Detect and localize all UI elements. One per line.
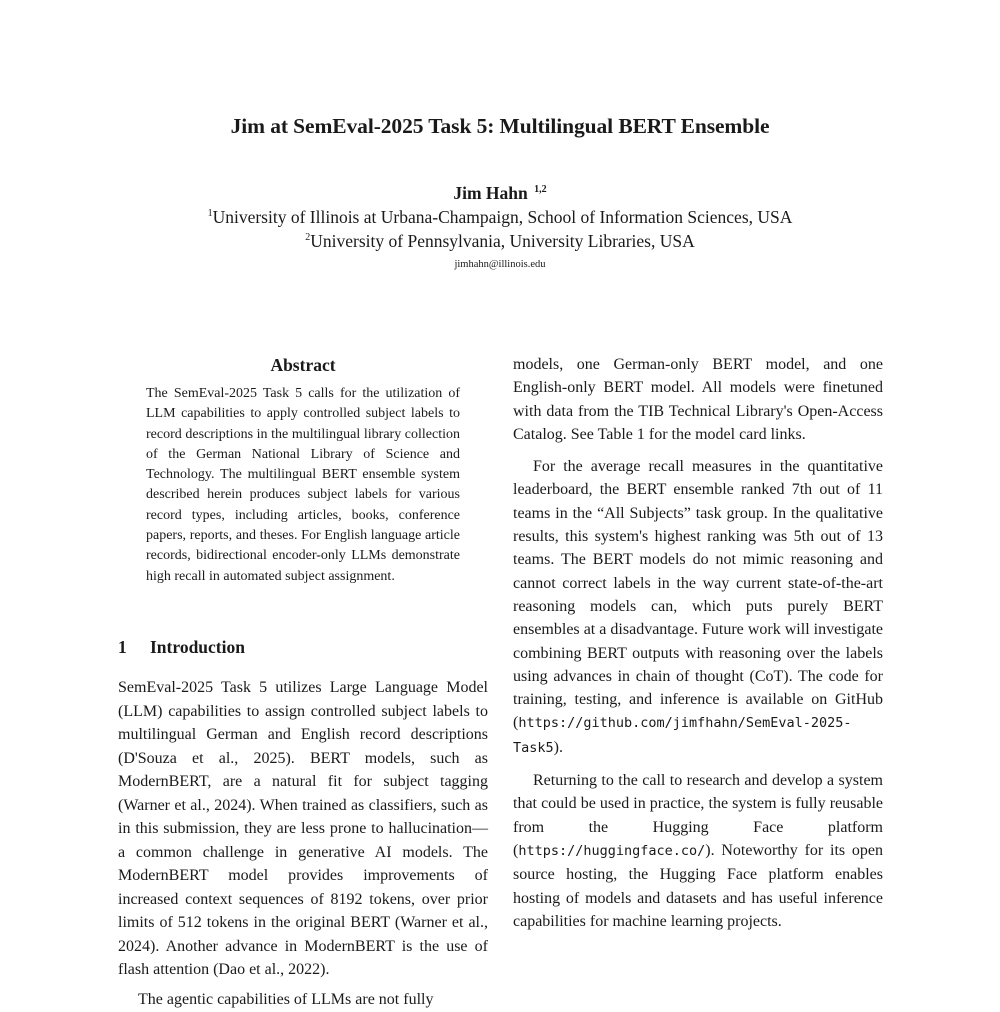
author-line (0, 183, 1000, 204)
section-title: Introduction (150, 637, 245, 657)
affiliation-2-mark: 2 (305, 232, 311, 243)
author-email[interactable]: jimhahn@illinois.edu (454, 259, 546, 270)
affiliation-1-text: University of Illinois at Urbana-Champaign, School of Information Sciences, USA (212, 207, 793, 227)
affiliation-2-text: University of Pennsylvania, University Libraries, USA (310, 231, 695, 251)
section-number: 1 (118, 637, 127, 657)
huggingface-link[interactable]: https://huggingface.co/ (518, 842, 706, 859)
right-column (513, 353, 883, 942)
author-name: Jim Hahn (453, 183, 528, 203)
affiliation-1 (0, 207, 1000, 228)
introduction-paragraph-2: The agentic capabilities of LLMs are not fully (138, 991, 434, 1008)
section-heading-introduction (118, 637, 245, 658)
affiliation-2 (0, 231, 1000, 252)
paper-title: Jim at SemEval-2025 Task 5: Multilingual BERT Ensemble (230, 114, 770, 138)
right-paragraph-2 (513, 455, 883, 760)
affiliation-1-mark: 1 (207, 208, 213, 219)
introduction-paragraph-1: SemEval-2025 Task 5 utilizes Large Language Model (LLM) capabilities to assign controlled subject labels to multilingual German and English record descriptions (D'Souza et al., 2025). BERT models, such as ModernBERT, are a natural fit for subject tagging (Warner et al., 2024). When trained as classifiers, such as in this submission, they are less prone to hallucination—a common challenge in generative AI models. The ModernBERT model provides improvements of increased context sequences of 8192 tokens, over prior limits of 512 tokens in the original BERT (Warner et al., 2024). Another advance in ModernBERT is the use of flash attention (Dao et al., 2022). (118, 679, 488, 978)
right-paragraph-3-end: ). Noteworthy for its open source hosting, the Hugging Face platform enables hosting of models and datasets and has useful inference capabilities for machine learning projects. (513, 841, 883, 930)
abstract-heading: Abstract (270, 355, 336, 375)
right-paragraph-3-text: Returning to the call to research and develop a system that could be used in practice, the system is fully reusable from the Hugging Face platform ( (513, 772, 883, 859)
right-paragraph-2-end: ). (553, 738, 563, 756)
right-paragraph-2-text: For the average recall measures in the quantitative leaderboard, the BERT ensemble ranked 7th out of 11 teams in the “All Subjects” task group. In the qualitative results, this system's highest ranking was 5th out of 13 teams. The BERT models do not mimic reasoning and cannot correct labels in the way current state-of-the-art reasoning models can, which puts purely BERT ensembles at a disadvantage. Future work will investigate combining BERT outputs with reasoning over the labels using advances in chain of thought (CoT). The code for training, testing, and inference is available on GitHub ( (513, 458, 883, 732)
right-paragraph-1: models, one German-only BERT model, and one English-only BERT model. All models were finetuned with data from the TIB Technical Library's Open-Access Catalog. See Table 1 for the model card links. (513, 356, 883, 443)
github-link[interactable]: https://github.com/jimfhahn/SemEval-2025-Task5 (513, 715, 852, 756)
author-affil-marks: 1,2 (534, 184, 547, 195)
abstract-text: The SemEval-2025 Task 5 calls for the utilization of LLM capabilities to apply controlled subject labels to record descriptions in the multilingual library collection of the German National Library of Science and Technology. The multilingual BERT ensemble system described herein produces subject labels for various record types, including articles, books, conference papers, reports, and theses. For English language article records, bidirectional encoder-only LLMs demonstrate high recall in automated subject assignment. (146, 386, 460, 584)
right-paragraph-3 (513, 769, 883, 933)
